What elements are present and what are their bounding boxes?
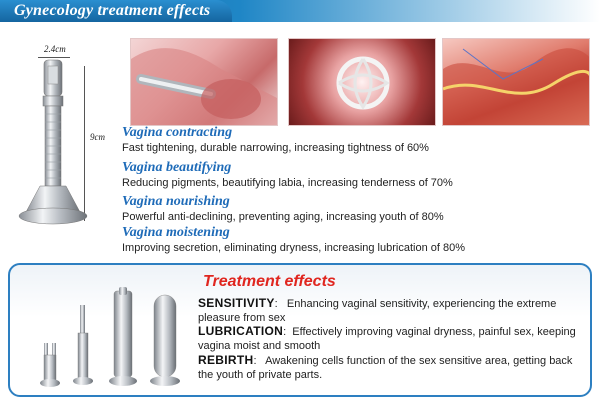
effect-key: LUBRICATION xyxy=(198,324,284,338)
effect-item xyxy=(122,194,444,224)
effect-text: Awakening cells function of the sex sensitive area, getting back the youth of private parts. xyxy=(198,355,573,381)
effect-paragraph-lubrication: LUBRICATION: Effectively improving vaginal dryness, painful sex, keeping vagina moist and smooth xyxy=(198,324,576,352)
effect-desc: Reducing pigments, beautifying labia, increasing tenderness of 70% xyxy=(122,177,453,189)
effect-desc: Improving secretion, eliminating dryness, increasing lubrication of 80% xyxy=(122,242,466,254)
header-tab xyxy=(0,0,232,22)
probe-illustration xyxy=(10,44,120,244)
effect-key: REBIRTH xyxy=(198,353,254,367)
tissue-photo xyxy=(288,38,436,126)
effect-title: Vagina beautifying xyxy=(122,160,232,175)
effect-desc: Fast tightening, durable narrowing, increasing tightness of 60% xyxy=(122,142,429,154)
probe-height-label: 9cm xyxy=(90,132,105,142)
effect-text: Enhancing vaginal sensitivity, experiencing the extreme pleasure from sex xyxy=(198,298,557,324)
effect-title: Vagina nourishing xyxy=(122,194,230,209)
effect-paragraph-sensitivity: SENSITIVITY: Enhancing vaginal sensitivity, experiencing the extreme pleasure from sex xyxy=(198,296,557,324)
effect-text: Effectively improving vaginal dryness, painful sex, keeping vagina moist and smooth xyxy=(198,326,576,352)
effect-key: SENSITIVITY xyxy=(198,296,275,310)
probe-image xyxy=(10,52,100,242)
effect-paragraph-rebirth: REBIRTH: Awakening cells function of the sex sensitive area, getting back the youth of private parts. xyxy=(198,353,573,381)
page-title: Gynecology treatment effects xyxy=(14,2,211,19)
effect-desc: Powerful anti-declining, preventing aging, increasing youth of 80% xyxy=(122,211,444,223)
anatomy-photo xyxy=(130,38,278,126)
treatment-panel xyxy=(8,263,592,397)
panel-title: Treatment effects xyxy=(203,273,336,290)
effect-title: Vagina moistening xyxy=(122,225,230,240)
effect-item xyxy=(122,125,429,155)
effect-title: Vagina contracting xyxy=(122,125,233,140)
tools-image xyxy=(30,285,190,393)
effect-item xyxy=(122,160,453,190)
effect-item xyxy=(122,225,465,255)
mucosa-photo xyxy=(442,38,590,126)
probe-width-label: 2.4cm xyxy=(44,44,66,54)
